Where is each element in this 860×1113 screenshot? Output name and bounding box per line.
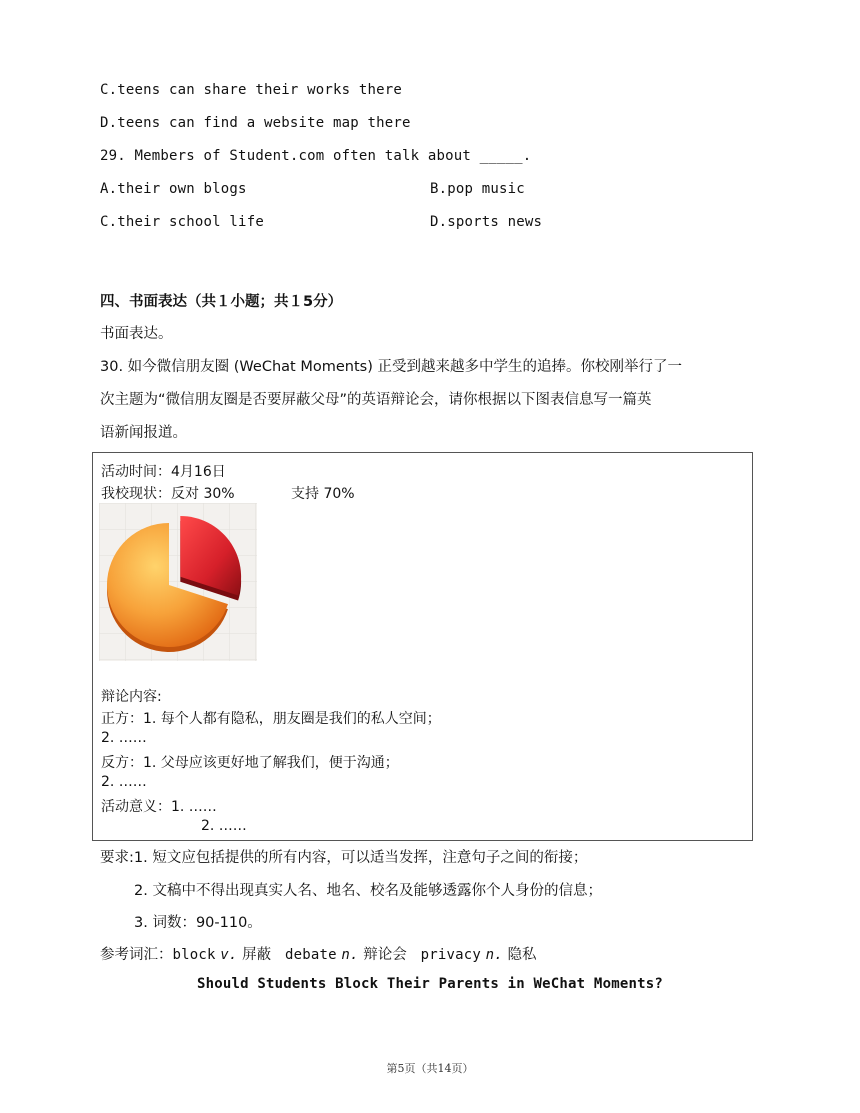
debate-label: 辩论内容: <box>101 689 162 705</box>
q29-option-a: A.their own blogs <box>100 181 247 197</box>
q29-option-c: C.their school life <box>100 214 264 230</box>
prompt-line-2: 次主题为“微信朋友圈是否要屏蔽父母”的英语辩论会，请你根据以下图表信息写一篇英 <box>100 392 652 408</box>
pro-point-1: 正方：1. 每个人都有隐私，朋友圈是我们的私人空间； <box>101 711 441 727</box>
activity-time: 活动时间：4月16日 <box>101 464 226 480</box>
prompt-line-1: 30. 如今微信朋友圈 (WeChat Moments) 正受到越来越多中学生的追捧。你校刚举行了一 <box>100 359 682 375</box>
status-against: 我校现状：反对 30% <box>101 486 235 502</box>
vocab-cn-privacy: 隐私 <box>507 947 537 963</box>
con-point-1: 反方：1. 父母应该更好地了解我们，便于沟通； <box>101 755 399 771</box>
vocab-line <box>100 943 536 964</box>
meaning-point-2: 2. …… <box>201 818 247 834</box>
status-support: 支持 70% <box>291 486 355 502</box>
info-box <box>92 452 753 841</box>
prompt-line-3: 语新闻报道。 <box>100 425 187 441</box>
pro-point-2: 2. …… <box>101 730 147 746</box>
essay-title: Should Students Block Their Parents in WeChat Moments? <box>197 976 663 992</box>
q28-option-c: C.teens can share their works there <box>100 82 403 98</box>
q28-option-d: D.teens can find a website map there <box>100 115 411 131</box>
section-heading: 四、书面表达（共１小题；共１5分） <box>100 294 343 310</box>
pie-chart <box>99 503 257 661</box>
vocab-cn-debate: 辩论会 <box>363 947 407 963</box>
vocab-word-privacy: privacy <box>420 947 481 963</box>
page-footer: 第5页（共14页） <box>386 1062 474 1075</box>
requirement-2: 2. 文稿中不得出现真实人名、地名、校名及能够透露你个人身份的信息； <box>134 883 602 899</box>
vocab-word-block: block <box>172 947 216 963</box>
vocab-label: 参考词汇： <box>100 947 173 963</box>
meaning-point-1: 活动意义：1. …… <box>101 799 217 815</box>
q29-option-b: B.pop music <box>430 181 525 197</box>
vocab-pos-debate: n. <box>341 947 359 963</box>
requirement-1: 要求:1. 短文应包括提供的所有内容，可以适当发挥，注意句子之间的衔接； <box>100 850 588 866</box>
vocab-pos-privacy: n. <box>485 947 503 963</box>
requirement-3: 3. 词数：90-110。 <box>134 915 262 931</box>
q29-option-d: D.sports news <box>430 214 543 230</box>
q29-stem: 29. Members of Student.com often talk about _____. <box>100 148 532 164</box>
vocab-word-debate: debate <box>284 947 337 963</box>
vocab-cn-block: 屏蔽 <box>242 947 272 963</box>
vocab-pos-block: v. <box>220 947 238 963</box>
section-subheading: 书面表达。 <box>100 326 173 342</box>
con-point-2: 2. …… <box>101 774 147 790</box>
